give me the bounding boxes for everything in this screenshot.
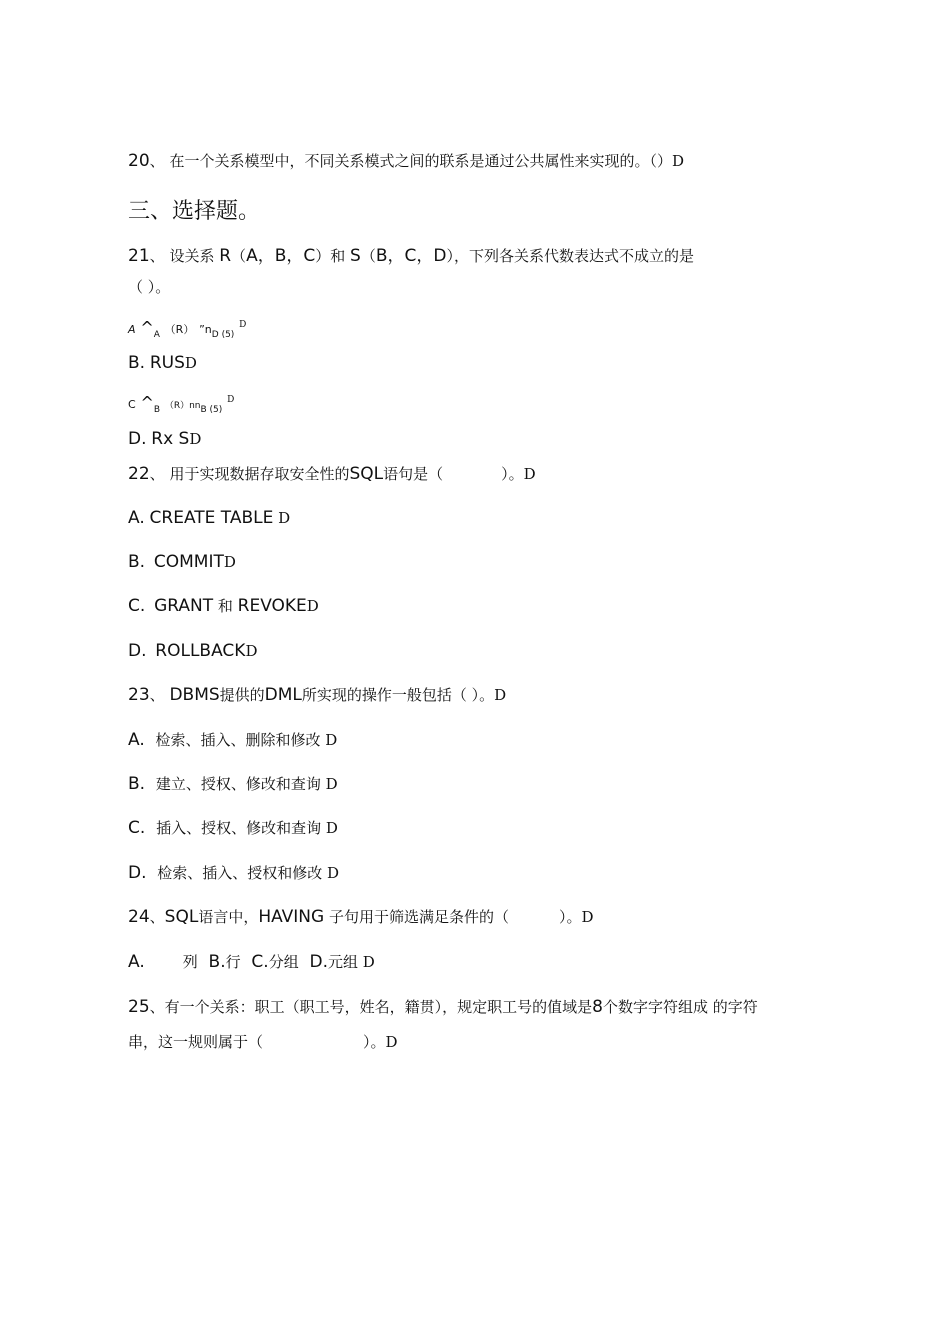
question-23: 23、 DBMS提供的DML所实现的操作一般包括（ ）。D [128, 685, 507, 705]
question-number: 23 [128, 685, 150, 705]
question-20: 20、 在一个关系模型中，不同关系模式之间的联系是通过公共属性来实现的。（）D [128, 151, 684, 171]
question-24-options: A. 列 B.行 C.分组 D.元组 D [128, 952, 375, 972]
question-22: 22、 用于实现数据存取安全性的SQL语句是（ ）。D [128, 464, 536, 484]
option-c: C. GRANT 和 REVOKED [128, 596, 319, 616]
option-b: B. 建立、授权、修改和查询 D [128, 774, 338, 794]
question-24: 24、SQL语言中，HAVING 子句用于筛选满足条件的（ ）。D [128, 907, 594, 927]
question-number: 24 [128, 907, 150, 927]
question-number: 20 [128, 151, 150, 171]
option-d: D. Rx SD [128, 429, 202, 449]
option-a: A $\^{}_A$ （R） $”n_{D (5)}$ $^D$ [128, 318, 247, 340]
question-number: 22 [128, 464, 150, 484]
question-number: 21 [128, 246, 150, 266]
question-21: 21、 设关系 R（A，B，C）和 S（B，C，D），下列各关系代数表达式不成立的是 [128, 246, 694, 266]
option-d: D. ROLLBACKD [128, 641, 258, 661]
question-number: 25 [128, 997, 150, 1017]
question-21-blank: （ ）。 [128, 278, 171, 296]
question-25-cont: 串，这一规则属于（ ）。D [128, 1033, 398, 1051]
section-heading: 三、选择题。 [128, 199, 261, 224]
option-a: A. 检索、插入、删除和修改 D [128, 730, 338, 750]
option-c: C. 插入、授权、修改和查询 D [128, 818, 338, 838]
option-b: B. COMMITD [128, 552, 236, 572]
question-text: 在一个关系模型中，不同关系模式之间的联系是通过公共属性来实现的。（）D [169, 152, 684, 170]
option-a: A. CREATE TABLE D [128, 508, 291, 528]
question-25: 25、有一个关系：职工（职工号，姓名，籍贯），规定职工号的值域是8个数字字符组成 的字符 [128, 997, 758, 1017]
option-b: B. RUSD [128, 353, 197, 373]
option-d: D. 检索、插入、授权和修改 D [128, 863, 340, 883]
option-c: C $\^{}_B$ $(R)nn_{B (5)}$ $^D$ [128, 393, 235, 415]
